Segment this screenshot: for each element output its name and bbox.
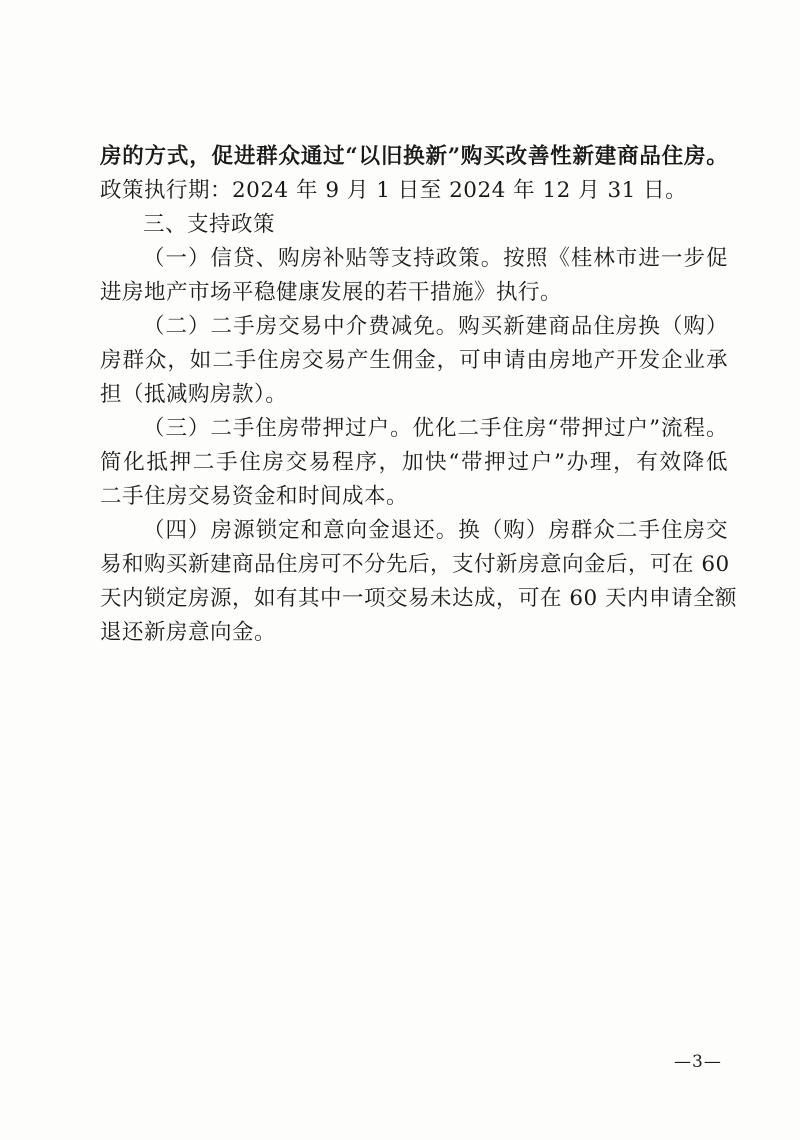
page-number: —3— — [674, 1052, 722, 1072]
paragraph-policy-3 — [100, 412, 728, 514]
text-line: 退还新房意向金。 — [100, 620, 277, 645]
text-line: 易和购买新建商品住房可不分先后，支付新房意向金后，可在 60 — [100, 552, 730, 577]
text-line: （三）二手住房带押过户。优化二手住房“带押过户”流程。 — [143, 416, 728, 441]
paragraph-policy-2 — [100, 310, 728, 412]
text-line: （四）房源锁定和意向金退还。换（购）房群众二手住房交 — [143, 518, 728, 543]
text-line: 简化抵押二手住房交易程序，加快“带押过户”办理，有效降低 — [100, 450, 728, 475]
text-line: （二）二手房交易中介费减免。购买新建商品住房换（购） — [143, 314, 728, 339]
paragraph-policy-4 — [100, 514, 738, 650]
text-line: 政策执行期：2024 年 9 月 1 日至 2024 年 12 月 31 日。 — [100, 178, 688, 203]
text-line: 房群众，如二手住房交易产生佣金，可申请由房地产开发企业承 — [100, 348, 728, 373]
text-line: 二手住房交易资金和时间成本。 — [100, 484, 409, 509]
paragraph-policy-1 — [100, 242, 728, 310]
document-body — [100, 140, 738, 650]
text-line: 房的方式，促进群众通过“以旧换新”购买改善性新建商品住房。 — [100, 144, 728, 169]
text-line: （一）信贷、购房补贴等支持政策。按照《桂林市进一步促 — [143, 246, 728, 271]
text-line: 进房地产市场平稳健康发展的若干措施》执行。 — [100, 280, 563, 305]
section-heading — [100, 208, 728, 242]
paragraph-intro — [100, 140, 728, 208]
text-line: 担（抵减购房款）。 — [100, 382, 288, 407]
text-line: 天内锁定房源，如有其中一项交易未达成，可在 60 天内申请全额 — [100, 586, 738, 611]
heading-line: 三、支持政策 — [143, 212, 276, 237]
